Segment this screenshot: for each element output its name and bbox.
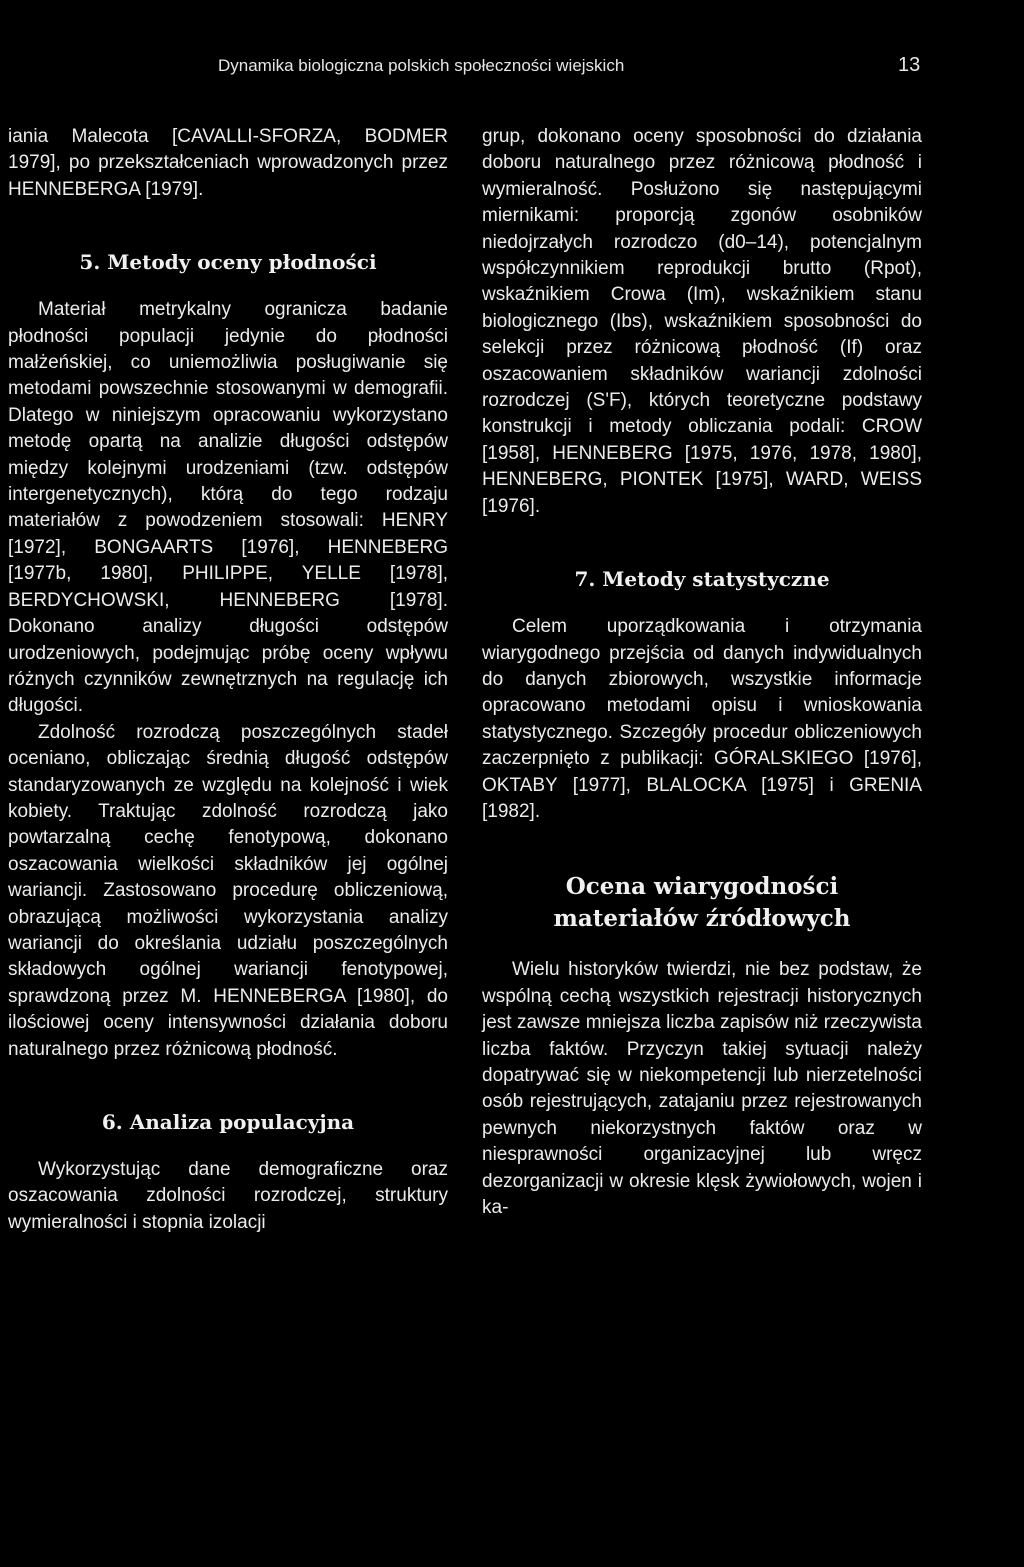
section-5-paragraph-1: Materiał metrykalny ogranicza badanie płodności populacji jedynie do płodności małżeńskiej, co uniemożliwia posługiwanie się metodami powszechnie stosowanymi w demografii. Dlatego w niniejszym opracowaniu wykorzystano metodę opartą na analizie długości odstępów między kolejnymi urodzeniami (tzw. odstępów intergenetycznych), którą do tego rodzaju materiałów z powodzeniem stosowali: HENRY [1972], BONGAARTS [1976], HENNEBERG [1977b, 1980], PHILIPPE, YELLE [1978], BERDYCHOWSKI, HENNEBERG [1978]. Dokonano analizy długości odstępów urodzeniowych, podejmując próbę oceny wpływu różnych czynników zewnętrznych na regulację ich długości. xyxy=(8,299,448,717)
right-column xyxy=(482,124,922,1221)
section-6-heading: 6. Analiza populacyjna xyxy=(101,1110,355,1134)
main-heading-line-2: materiałów źródłowych xyxy=(553,905,851,933)
intro-paragraph: iania Malecota [CAVALLI-SFORZA, BODMER 1979], po przekształceniach wprowadzonych przez HENNEBERGA [1979]. xyxy=(8,126,448,200)
main-paragraph-1: Wielu historyków twierdzi, nie bez podstaw, że wspólną cechą wszystkich rejestracji historycznych jest zawsze mniejsza liczba zapisów niż rzeczywista liczba faktów. Przyczyn takiej sytuacji należy dopatrywać się w niekompetencji lub nierzetelności osób rejestrujących, zatajaniu przez rejestrowanych pewnych niekorzystnych faktów oraz w niesprawności organizacyjnej lub wręcz dezorganizacji w okresie klęsk żywiołowych, wojen i ka- xyxy=(482,959,922,1218)
main-heading-line-1: Ocena wiarygodności xyxy=(565,873,839,901)
left-column xyxy=(8,124,448,1236)
section-6-paragraph-1: Wykorzystując dane demograficzne oraz oszacowania zdolności rozrodczej, struktury wymieralności i stopnia izolacji xyxy=(8,1159,448,1233)
page-header xyxy=(0,56,1024,86)
continued-paragraph: grup, dokonano oceny sposobności do działania doboru naturalnego przez różnicową płodność i wymieralność. Posłużono się następującymi miernikami: proporcją zgonów osobników niedojrzałych rozrodczo (d0–14), potencjalnym współczynnikiem reprodukcji brutto (Rpot), wskaźnikiem Crowa (Im), wskaźnikiem stanu biologicznego (Ibs), wskaźnikiem sposobności do selekcji przez różnicową płodność (If) oraz oszacowaniem składników wariancji zdolności rozrodczej (S'F), których teoretyczne podstawy konstrukcji i metody obliczania podali: CROW [1958], HENNEBERG [1975, 1976, 1978, 1980], HENNEBERG, PIONTEK [1975], WARD, WEISS [1976]. xyxy=(482,126,922,517)
page-number: 13 xyxy=(898,54,921,76)
running-title: Dynamika biologiczna polskich społeczności wiejskich xyxy=(218,56,625,75)
section-7-paragraph-1: Celem uporządkowania i otrzymania wiarygodnego przejścia od danych indywidualnych do danych zbiorowych, wszystkie informacje opracowano metodami opisu i wnioskowania statystycznego. Szczegóły procedur obliczeniowych zaczerpnięto z publikacji: GÓRALSKIEGO [1976], OKTABY [1977], BLALOCKA [1975] i GRENIA [1982]. xyxy=(482,616,922,822)
section-5-paragraph-2: Zdolność rozrodczą poszczególnych stadeł oceniano, obliczając średnią długość odstępów standaryzowanych ze względu na kolejność i wiek kobiety. Traktując zdolność rozrodczą jako powtarzalną cechę fenotypową, dokonano oszacowania wielkości składników jej ogólnej wariancji. Zastosowano procedurę obliczeniową, obrazującą możliwości wykorzystania analizy wariancji do określania udziału poszczególnych składowych ogólnej wariancji fenotypowej, sprawdzoną przez M. HENNEBERGA [1980], do ilościowej oceny intensywności działania doboru naturalnego przez różnicową płodność. xyxy=(8,721,448,1060)
section-7-heading: 7. Metody statystyczne xyxy=(574,567,830,592)
section-5-heading: 5. Metody oceny płodności xyxy=(79,250,377,275)
